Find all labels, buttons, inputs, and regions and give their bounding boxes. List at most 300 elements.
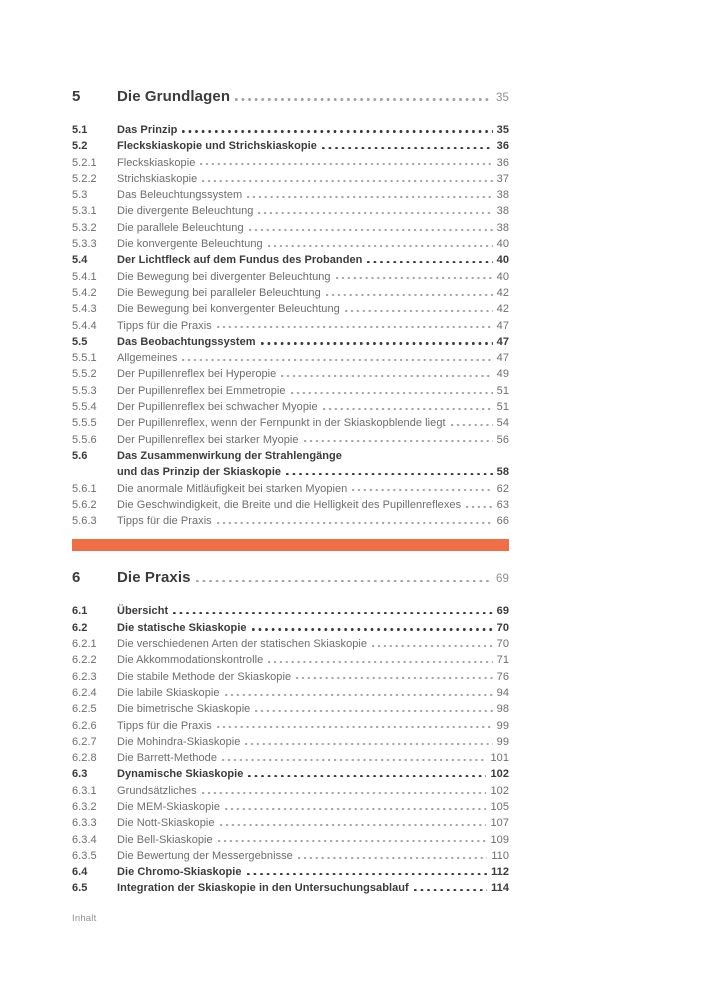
- toc-entry-body: [117, 171, 509, 187]
- toc-entry-page-number: 110: [491, 849, 509, 862]
- dot-leader: [217, 326, 493, 328]
- dot-leader: [245, 743, 492, 745]
- toc-entry-line: [117, 848, 509, 864]
- toc-entry-body: [117, 815, 509, 831]
- toc-entry-title: Grundsätzliches: [117, 784, 197, 797]
- toc-entry-number: 6.3.5: [72, 849, 97, 862]
- toc-entry-body: [117, 652, 509, 668]
- toc-entry-6.3.1: [72, 783, 509, 799]
- dot-leader: [322, 147, 493, 150]
- toc-entry-number: 6.2.3: [72, 670, 97, 683]
- toc-entry-6.5: [72, 880, 509, 896]
- page-footer-label: Inhalt: [72, 913, 97, 924]
- toc-entry-page-number: 38: [496, 205, 509, 218]
- toc-entry-title: Die statische Skiaskopie: [117, 621, 247, 634]
- toc-entry-page-number: 49: [496, 368, 509, 381]
- toc-entry-5.2: [72, 138, 509, 154]
- toc-entry-line: [117, 220, 509, 236]
- dot-leader: [268, 245, 493, 247]
- toc-entry-body: [117, 864, 509, 880]
- top-spacer: [72, 0, 509, 88]
- toc-entry-line: [117, 366, 509, 382]
- toc-entry-line: [117, 318, 509, 334]
- toc-entry-page-number: 76: [496, 670, 509, 683]
- toc-entry-body: [117, 718, 509, 734]
- toc-entry-page-number: 54: [496, 417, 509, 430]
- toc-entry-number: 5.3.2: [72, 221, 97, 234]
- toc-entry-body: [117, 481, 509, 497]
- toc-entry-5.4.2: [72, 285, 509, 301]
- toc-entry-6.2.4: [72, 685, 509, 701]
- toc-entry-5.5.3: [72, 383, 509, 399]
- toc-entry-number: 6.5: [72, 882, 88, 895]
- toc-entry-body: [117, 636, 509, 652]
- dot-leader: [200, 163, 492, 165]
- dot-leader: [345, 310, 493, 312]
- toc-entry-number: 6.2.5: [72, 703, 97, 716]
- toc-entry-5.6: [72, 448, 509, 481]
- dot-leader: [173, 612, 492, 615]
- toc-entry-body: [117, 734, 509, 750]
- toc-entry-6.3.2: [72, 799, 509, 815]
- toc-entry-page-number: 36: [496, 140, 509, 153]
- toc-entry-number: 5.4.3: [72, 303, 97, 316]
- dot-leader: [296, 677, 493, 679]
- toc-entry-line: [117, 832, 509, 848]
- toc-entry-page-number: 71: [496, 654, 509, 667]
- dot-leader: [248, 775, 486, 778]
- toc-entry-line: [117, 734, 509, 750]
- toc-entry-number: 5.3: [72, 189, 88, 202]
- toc-entry-title: Der Pupillenreflex bei Hyperopie: [117, 368, 277, 381]
- dot-leader: [326, 294, 493, 296]
- toc-entry-5.5.6: [72, 432, 509, 448]
- toc-entry-title: Der Pupillenreflex bei Emmetropie: [117, 384, 286, 397]
- toc-entry-line: [117, 399, 509, 415]
- toc-entry-line: [117, 155, 509, 171]
- dot-leader: [268, 661, 492, 663]
- toc-entry-line: [117, 350, 509, 366]
- toc-entry-page-number: 70: [496, 621, 509, 634]
- toc-entry-body: [117, 799, 509, 815]
- toc-entry-title: Der Lichtfleck auf dem Fundus des Probanden: [117, 254, 363, 267]
- dot-leader: [225, 694, 493, 696]
- toc-entry-body: [117, 383, 509, 399]
- dot-leader: [225, 808, 487, 810]
- toc-entry-number: 5.2.1: [72, 156, 97, 169]
- chapter-title: Die Praxis: [117, 569, 191, 587]
- toc-entry-title: Integration der Skiaskopie in den Untersuchungsablauf: [117, 882, 409, 895]
- toc-entry-6.3.4: [72, 832, 509, 848]
- toc-entry-page-number: 114: [491, 882, 509, 895]
- toc-entry-5.5.2: [72, 366, 509, 382]
- toc-entry-title: Der Pupillenreflex bei starker Myopie: [117, 433, 299, 446]
- dot-leader: [352, 489, 492, 491]
- toc-entry-6.3.3: [72, 815, 509, 831]
- toc-entry-number: 5.6: [72, 449, 88, 462]
- toc-entry-body: [117, 318, 509, 334]
- toc-entry-number: 5.1: [72, 124, 88, 136]
- toc-entry-5.2.1: [72, 155, 509, 171]
- toc-entry-number: 5.5.2: [72, 368, 97, 381]
- toc-entry-line: [117, 620, 509, 636]
- dot-leader: [249, 229, 493, 231]
- toc-entry-body: [117, 203, 509, 219]
- toc-entry-body: [117, 513, 509, 529]
- toc-entry-5.3.3: [72, 236, 509, 252]
- toc-entry-body: [117, 415, 509, 431]
- dot-leader: [281, 375, 492, 377]
- toc-entry-page-number: 70: [496, 638, 509, 651]
- toc-entry-body: [117, 122, 509, 138]
- toc-entry-page-number: 99: [496, 735, 509, 748]
- dot-leader: [298, 857, 487, 859]
- toc-entry-line: [117, 203, 509, 219]
- toc-entry-line: [117, 464, 509, 480]
- toc-entry-5.2.2: [72, 171, 509, 187]
- dot-leader: [182, 130, 492, 133]
- toc-entry-line: [117, 669, 509, 685]
- toc-entry-title: Tipps für die Praxis: [117, 319, 212, 332]
- dot-leader: [247, 873, 488, 876]
- toc-entry-number: 5.4: [72, 254, 88, 267]
- toc-entry-6.2.7: [72, 734, 509, 750]
- toc-entry-5.4.4: [72, 318, 509, 334]
- toc-entry-page-number: 47: [496, 352, 509, 365]
- toc-entry-5.4.3: [72, 301, 509, 317]
- toc-entry-title: Die stabile Methode der Skiaskopie: [117, 670, 292, 683]
- dot-leader: [252, 628, 493, 631]
- toc-entry-number: 6.4: [72, 866, 88, 879]
- toc-entry-number: 6.3.1: [72, 784, 97, 797]
- dot-leader: [235, 98, 492, 101]
- chapter-heading: [72, 569, 509, 588]
- toc-entry-line: [117, 636, 509, 652]
- toc-entry-body: [117, 350, 509, 366]
- toc-entry-number: 5.6.2: [72, 498, 97, 511]
- chapter-page-number: 35: [496, 92, 509, 104]
- toc-entry-body: [117, 220, 509, 236]
- toc-entry-page-number: 69: [496, 605, 509, 618]
- toc-entry-title: Das Zusammenwirkung der Strahlengänge: [117, 449, 342, 462]
- toc-entry-page-number: 63: [496, 498, 509, 511]
- toc-entry-line: [117, 448, 509, 464]
- toc-entry-line: [117, 301, 509, 317]
- toc-entry-title: Strichskiaskopie: [117, 172, 198, 185]
- toc-entry-number: 5.3.1: [72, 205, 97, 218]
- toc-entry-6.3: [72, 766, 509, 782]
- toc-entry-page-number: 109: [490, 833, 509, 846]
- toc-entry-line: [117, 718, 509, 734]
- toc-entry-title: Die Bewegung bei divergenter Beleuchtung: [117, 270, 331, 283]
- chapter-5: [72, 88, 509, 529]
- toc-entry-number: 6.3: [72, 768, 88, 781]
- toc-entry-page-number: 102: [490, 768, 509, 781]
- toc-entry-title: Die Bewertung der Messergebnisse: [117, 849, 293, 862]
- toc-entry-5.3.1: [72, 203, 509, 219]
- toc-entry-line: [117, 138, 509, 154]
- toc-entry-title: Die Akkommodationskontrolle: [117, 654, 264, 667]
- toc-entry-line: [117, 799, 509, 815]
- dot-leader: [304, 440, 493, 442]
- toc-entry-6.2.2: [72, 652, 509, 668]
- toc-entry-line: [117, 252, 509, 268]
- toc-entry-body: [117, 432, 509, 448]
- toc-entry-6.2.1: [72, 636, 509, 652]
- toc-entry-page-number: 42: [496, 303, 509, 316]
- toc-entry-5.6.1: [72, 481, 509, 497]
- toc-entry-title: Die anormale Mitläufigkeit bei starken Myopien: [117, 482, 348, 495]
- toc-entry-title: Die labile Skiaskopie: [117, 686, 220, 699]
- toc-entry-line: [117, 334, 509, 350]
- toc-entry-title: Die MEM-Skiaskopie: [117, 800, 220, 813]
- toc-entry-number: 5.3.3: [72, 238, 97, 251]
- dot-leader: [414, 889, 487, 892]
- dot-leader: [218, 840, 487, 842]
- toc-entry-number: 6.3.3: [72, 817, 97, 830]
- toc-entry-6.2.5: [72, 701, 509, 717]
- toc-entry-5.4: [72, 252, 509, 268]
- toc-entry-body: [117, 669, 509, 685]
- toc-entry-line: [117, 701, 509, 717]
- toc-entry-body: [117, 155, 509, 171]
- toc-entry-title: Der Pupillenreflex bei schwacher Myopie: [117, 401, 318, 414]
- toc-entry-5.5.1: [72, 350, 509, 366]
- toc-entry-page-number: 51: [496, 384, 509, 397]
- toc-entry-5.5: [72, 334, 509, 350]
- toc-entry-line: [117, 236, 509, 252]
- toc-entry-line: [117, 603, 509, 619]
- toc-entry-title: Die Nott-Skiaskopie: [117, 817, 215, 830]
- dot-leader: [247, 196, 492, 198]
- toc-entry-title: Das Beobachtungssystem: [117, 335, 256, 348]
- toc-entry-page-number: 62: [496, 482, 509, 495]
- toc-entry-body: [117, 497, 509, 513]
- toc-entry-title: Der Pupillenreflex, wenn der Fernpunkt in der Skiaskopblende liegt: [117, 417, 446, 430]
- toc-entry-page-number: 40: [496, 238, 509, 251]
- toc-entry-number: 6.2.1: [72, 638, 97, 651]
- toc-entry-page-number: 47: [496, 335, 509, 348]
- chapter-entries: [72, 122, 509, 529]
- chapter-6: [72, 569, 509, 896]
- toc-entry-body: [117, 701, 509, 717]
- toc-entry-title: Die Geschwindigkeit, die Breite und die Helligkeit des Pupillenreflexes: [117, 498, 462, 511]
- toc-entry-body: [117, 766, 509, 782]
- toc-entry-body: [117, 685, 509, 701]
- toc-entry-body: [117, 187, 509, 203]
- toc-entry-6.2.8: [72, 750, 509, 766]
- toc-entry-number: 5.6.3: [72, 515, 97, 528]
- toc-entry-5.3.2: [72, 220, 509, 236]
- dot-leader: [182, 359, 492, 361]
- toc-entry-title: Die Bewegung bei konvergenter Beleuchtung: [117, 303, 340, 316]
- toc-entry-5.3: [72, 187, 509, 203]
- toc-entry-body: [117, 832, 509, 848]
- toc-entry-page-number: 35: [496, 124, 509, 136]
- toc-entry-page-number: 40: [496, 270, 509, 283]
- toc-entry-line: [117, 432, 509, 448]
- toc-entry-number: 6.2.2: [72, 654, 97, 667]
- toc-entry-6.2.3: [72, 669, 509, 685]
- toc-entry-line: [117, 122, 509, 138]
- dot-leader: [222, 759, 486, 761]
- toc-entry-line: [117, 815, 509, 831]
- toc-entry-page-number: 112: [491, 866, 509, 879]
- toc-entry-number: 5.5: [72, 335, 88, 348]
- toc-entry-title: Die verschiedenen Arten der statischen Skiaskopie: [117, 638, 368, 651]
- toc-entry-5.6.2: [72, 497, 509, 513]
- toc-entry-title: Tipps für die Praxis: [117, 719, 212, 732]
- toc-entry-line: [117, 497, 509, 513]
- chapter-entries: [72, 603, 509, 896]
- toc-entry-body: [117, 334, 509, 350]
- toc-entry-page-number: 98: [496, 703, 509, 716]
- toc-entry-page-number: 42: [496, 286, 509, 299]
- dot-leader: [323, 408, 493, 410]
- toc-entry-page-number: 107: [490, 817, 509, 830]
- toc-entry-title: Die Barrett-Methode: [117, 752, 217, 765]
- dot-leader: [372, 645, 493, 647]
- toc-entry-title: Die bimetrische Skiaskopie: [117, 703, 251, 716]
- toc-entry-line: [117, 766, 509, 782]
- chapter-number: 6: [72, 569, 81, 587]
- toc-entry-line: [117, 285, 509, 301]
- dot-leader: [196, 580, 492, 583]
- chapter-number: 5: [72, 88, 81, 105]
- toc-entry-body: [117, 848, 509, 864]
- toc-entry-number: 5.5.6: [72, 433, 97, 446]
- toc-entry-page-number: 51: [496, 401, 509, 414]
- toc-entry-title: Die Bewegung bei paralleler Beleuchtung: [117, 286, 321, 299]
- toc-entry-title: Die parallele Beleuchtung: [117, 221, 244, 234]
- toc-entry-title: Die konvergente Beleuchtung: [117, 238, 263, 251]
- table-of-contents: [72, 0, 509, 897]
- dot-leader: [202, 792, 487, 794]
- toc-entry-line: [117, 513, 509, 529]
- toc-entry-number: 5.2.2: [72, 172, 97, 185]
- toc-entry-5.6.3: [72, 513, 509, 529]
- toc-entry-body: [117, 236, 509, 252]
- dot-leader: [217, 726, 493, 728]
- toc-entry-number: 5.5.3: [72, 384, 97, 397]
- toc-entry-page-number: 58: [496, 466, 509, 479]
- toc-entry-number: 5.6.1: [72, 482, 97, 495]
- toc-entry-body: [117, 880, 509, 896]
- toc-entry-number: 6.3.2: [72, 800, 97, 813]
- toc-entry-body: [117, 285, 509, 301]
- toc-entry-page-number: 38: [496, 189, 509, 202]
- toc-entry-body: [117, 252, 509, 268]
- toc-entry-line: [117, 864, 509, 880]
- toc-entry-body: [117, 301, 509, 317]
- toc-entry-body: [117, 269, 509, 285]
- toc-entry-page-number: 37: [496, 172, 509, 185]
- toc-entry-line: [117, 415, 509, 431]
- toc-entry-number: 5.5.5: [72, 417, 97, 430]
- toc-entry-title: Die divergente Beleuchtung: [117, 205, 254, 218]
- toc-entry-body: [117, 603, 509, 619]
- toc-entry-page-number: 47: [496, 319, 509, 332]
- toc-entry-title: Fleckskiaskopie und Strichskiaskopie: [117, 140, 317, 153]
- toc-entry-body: [117, 783, 509, 799]
- chapter-title: Die Grundlagen: [117, 88, 231, 105]
- toc-entry-title: Das Prinzip: [117, 124, 178, 136]
- toc-entry-page-number: 105: [490, 800, 509, 813]
- toc-entry-title: Das Beleuchtungssystem: [117, 189, 243, 202]
- toc-entry-title: Dynamische Skiaskopie: [117, 768, 244, 781]
- dot-leader: [466, 506, 493, 508]
- toc-entry-title: Allgemeines: [117, 352, 178, 365]
- toc-entry-page-number: 36: [496, 156, 509, 169]
- toc-entry-number: 6.1: [72, 605, 88, 618]
- dot-leader: [291, 392, 493, 394]
- dot-leader: [258, 212, 492, 214]
- toc-entry-number: 6.2.6: [72, 719, 97, 732]
- toc-entry-page-number: 99: [496, 719, 509, 732]
- toc-entry-number: 5.2: [72, 140, 88, 153]
- toc-entry-line: [117, 269, 509, 285]
- toc-entry-6.4: [72, 864, 509, 880]
- toc-entry-5.1: [72, 122, 509, 138]
- toc-entry-6.2: [72, 620, 509, 636]
- toc-entry-page-number: 38: [496, 221, 509, 234]
- toc-entry-number: 5.4.1: [72, 270, 97, 283]
- toc-entry-body: [117, 750, 509, 766]
- toc-entry-line: [117, 652, 509, 668]
- toc-entry-number: 6.2.7: [72, 735, 97, 748]
- toc-entry-line: [117, 187, 509, 203]
- section-divider: [72, 539, 509, 551]
- toc-entry-body: [117, 366, 509, 382]
- toc-entry-number: 5.5.1: [72, 352, 97, 365]
- toc-entry-5.4.1: [72, 269, 509, 285]
- toc-entry-number: 6.2.8: [72, 752, 97, 765]
- dot-leader: [261, 342, 493, 345]
- toc-entry-number: 6.2.4: [72, 686, 97, 699]
- toc-entry-page-number: 40: [496, 254, 509, 267]
- dot-leader: [286, 473, 493, 476]
- toc-entry-line: [117, 750, 509, 766]
- toc-entry-title: Fleckskiaskopie: [117, 156, 196, 169]
- toc-entry-page-number: 56: [496, 433, 509, 446]
- dot-leader: [217, 522, 493, 524]
- toc-entry-5.5.4: [72, 399, 509, 415]
- toc-entry-number: 5.4.4: [72, 319, 97, 332]
- dot-leader: [255, 710, 492, 712]
- toc-entry-body: [117, 399, 509, 415]
- toc-entry-body: [117, 620, 509, 636]
- toc-entry-number: 6.2: [72, 621, 88, 634]
- toc-entry-6.2.6: [72, 718, 509, 734]
- dot-leader: [220, 824, 487, 826]
- toc-entry-page-number: 94: [496, 686, 509, 699]
- toc-entry-5.5.5: [72, 415, 509, 431]
- toc-entry-title: Übersicht: [117, 605, 169, 618]
- toc-entry-title-continued: und das Prinzip der Skiaskopie: [117, 466, 282, 479]
- toc-entry-line: [117, 685, 509, 701]
- toc-entry-line: [117, 783, 509, 799]
- toc-entry-title: Die Bell-Skiaskopie: [117, 833, 213, 846]
- toc-entry-page-number: 102: [490, 784, 509, 797]
- toc-entry-page-number: 66: [496, 515, 509, 528]
- toc-entry-line: [117, 383, 509, 399]
- toc-entry-number: 5.4.2: [72, 286, 97, 299]
- toc-entry-title: Die Mohindra-Skiaskopie: [117, 735, 241, 748]
- dot-leader: [367, 261, 492, 264]
- toc-entry-title: Die Chromo-Skiaskopie: [117, 866, 242, 879]
- chapter-page-number: 69: [496, 573, 509, 586]
- toc-entry-line: [117, 880, 509, 896]
